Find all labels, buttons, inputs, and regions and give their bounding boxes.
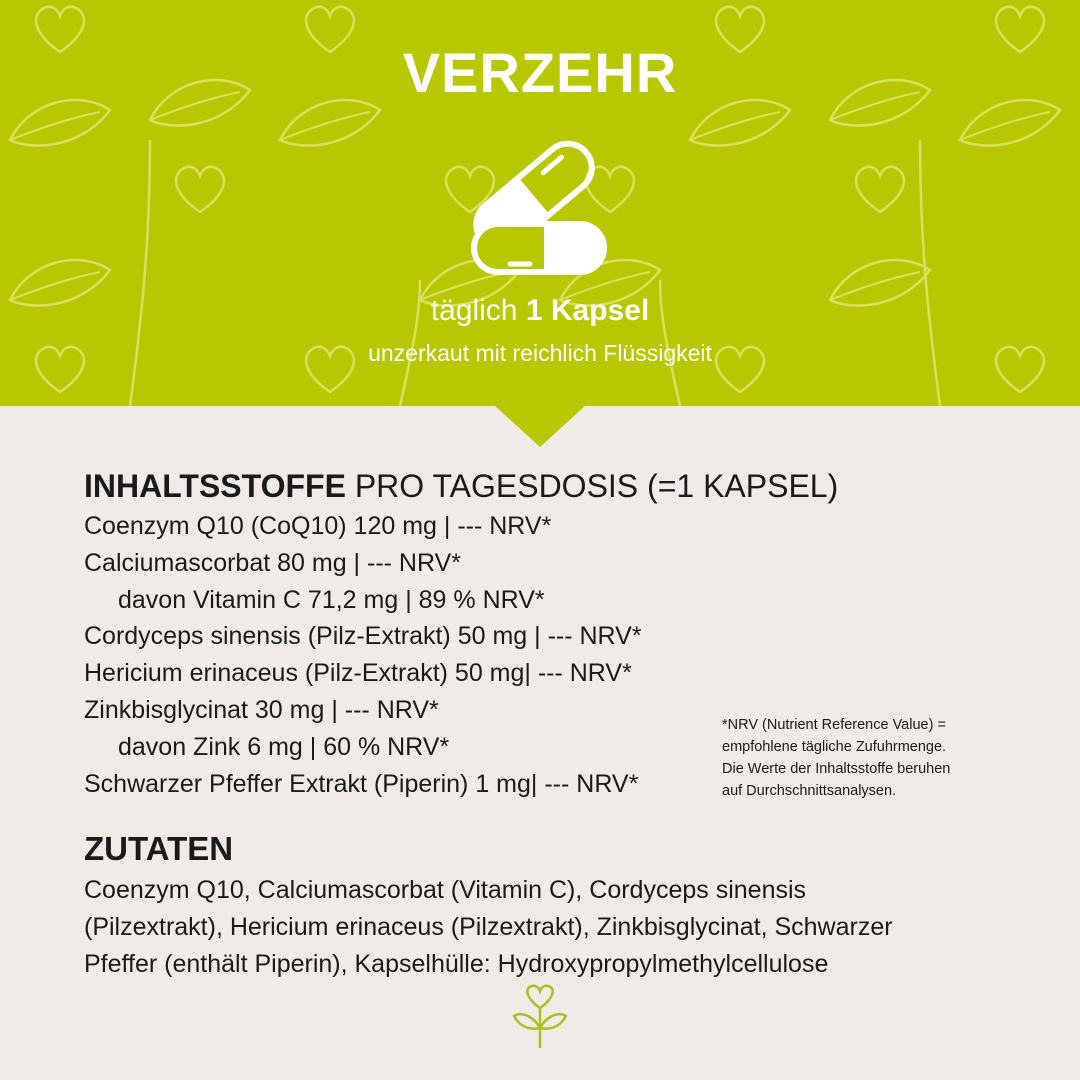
list-item: Coenzym Q10 (CoQ10) 120 mg | --- NRV* bbox=[84, 512, 552, 540]
list-item: davon Zink 6 mg | 60 % NRV* bbox=[118, 732, 450, 761]
zutaten-line: Pfeffer (enthält Piperin), Kapselhülle: Hydroxypropylmethylcellulose bbox=[84, 950, 829, 978]
header-banner bbox=[0, 0, 1080, 406]
footnote-line: empfohlene tägliche Zufuhrmenge. bbox=[722, 739, 947, 755]
list-item: Calciumascorbat 80 mg | --- NRV* bbox=[84, 548, 461, 577]
dose-instruction: unzerkaut mit reichlich Flüssigkeit bbox=[368, 340, 712, 366]
list-item: Hericium erinaceus (Pilz-Extrakt) 50 mg| --- NRV* bbox=[84, 659, 632, 688]
ingredients-heading-bold: INHALTSSTOFFE bbox=[84, 468, 346, 504]
footnote-line: Die Werte der Inhaltsstoffe beruhen bbox=[722, 761, 951, 777]
ingredients-list bbox=[84, 508, 642, 802]
capsule-icon bbox=[460, 128, 620, 288]
nrv-footnote bbox=[722, 714, 1012, 802]
zutaten-text bbox=[84, 872, 1004, 983]
banner-notch bbox=[494, 405, 586, 447]
list-item: Schwarzer Pfeffer Extrakt (Piperin) 1 mg| --- NRV* bbox=[84, 769, 639, 798]
zutaten-line: Coenzym Q10, Calciumascorbat (Vitamin C), Cordyceps sinensis bbox=[84, 876, 807, 904]
page-title: VERZEHR bbox=[402, 41, 678, 104]
zutaten-line: (Pilzextrakt), Hericium erinaceus (Pilzextrakt), Zinkbisglycinat, Schwarzer bbox=[84, 913, 893, 941]
list-item: Cordyceps sinensis (Pilz-Extrakt) 50 mg | --- NRV* bbox=[84, 622, 642, 651]
list-item: Zinkbisglycinat 30 mg | --- NRV* bbox=[84, 695, 439, 724]
zutaten-heading: ZUTATEN bbox=[84, 830, 234, 867]
ingredients-heading-rest: PRO TAGESDOSIS (=1 KAPSEL) bbox=[345, 468, 839, 504]
heart-plant-icon bbox=[512, 984, 568, 1050]
footnote-line: auf Durchschnittsanalysen. bbox=[722, 783, 897, 799]
dose-prefix: täglich bbox=[430, 294, 526, 327]
dose-amount: 1 Kapsel bbox=[525, 294, 650, 327]
dose-text bbox=[0, 294, 1080, 328]
list-item: davon Vitamin C 71,2 mg | 89 % NRV* bbox=[118, 585, 545, 614]
ingredients-heading bbox=[84, 468, 838, 505]
footnote-line: *NRV (Nutrient Reference Value) = bbox=[722, 717, 946, 733]
